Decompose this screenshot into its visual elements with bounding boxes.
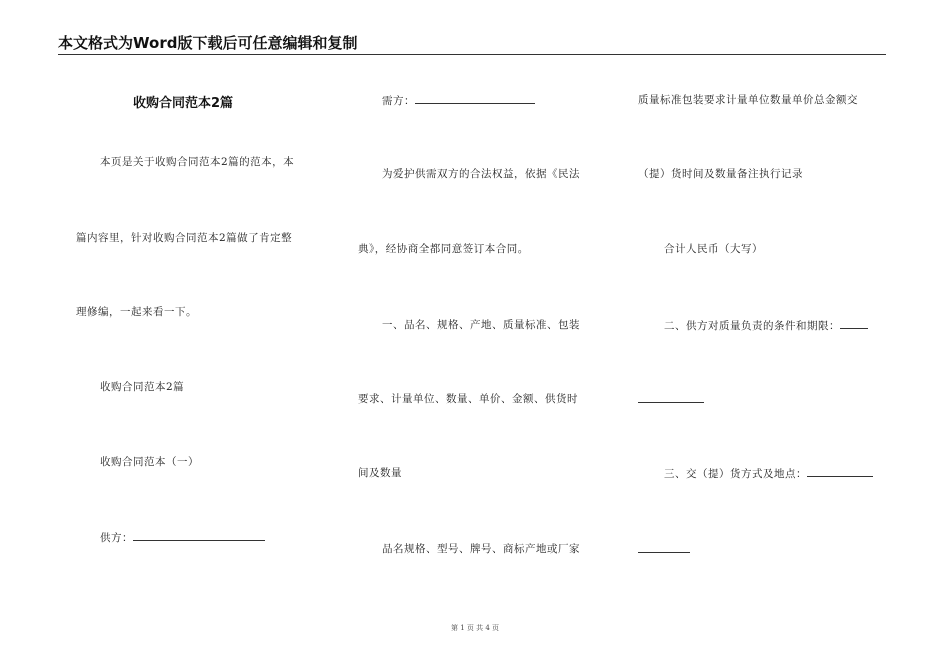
buyer-blank <box>415 93 535 104</box>
delivery-label: 三、交（提）货方式及地点： <box>664 468 807 480</box>
intro-line-1: 本页是关于收购合同范本2篇的范本，本 <box>100 156 295 168</box>
para1-line-2: 典》，经协商全都同意签订本合同。 <box>358 243 529 255</box>
buyer-label: 需方： <box>382 95 415 107</box>
table-header-line-1: 质量标准包装要求计量单位数量单价总金额交 <box>638 94 858 106</box>
buyer-line <box>382 93 535 108</box>
total-rmb-line: 合计人民币（大写） <box>664 243 763 255</box>
quality-terms-label: 二、供方对质量负责的条件和期限： <box>664 320 840 332</box>
supplier-blank <box>133 530 265 541</box>
para2-line-2: 要求、计量单位、数量、单价、金额、供货时 <box>358 393 578 405</box>
quality-terms-line <box>664 318 868 333</box>
delivery-blank-2 <box>638 542 690 553</box>
delivery-blank <box>807 466 873 477</box>
quality-terms-blank-2 <box>638 392 704 403</box>
para1-line-1: 为爱护供需双方的合法权益，依据《民法 <box>382 168 580 180</box>
page-header: 本文格式为Word版下载后可任意编辑和复制 <box>58 34 886 55</box>
supplier-line <box>100 530 265 545</box>
table-header-line-2: （提）货时间及数量备注执行记录 <box>638 168 803 180</box>
section-heading: 收购合同范本（一） <box>100 456 199 468</box>
para2-line-3: 间及数量 <box>358 467 402 479</box>
delivery-line <box>664 466 873 481</box>
subtitle: 收购合同范本2篇 <box>100 381 185 393</box>
quality-terms-continuation <box>638 392 704 407</box>
quality-terms-blank <box>840 318 868 329</box>
page-footer: 第 1 页 共 4 页 <box>450 624 500 632</box>
document-title: 收购合同范本2篇 <box>133 96 234 111</box>
para2-line-1: 一、品名、规格、产地、质量标准、包装 <box>382 319 580 331</box>
intro-line-3: 理修编，一起来看一下。 <box>76 306 197 318</box>
para3-line-1: 品名规格、型号、牌号、商标产地或厂家 <box>382 543 580 555</box>
intro-line-2: 篇内容里，针对收购合同范本2篇做了肯定整 <box>76 232 293 244</box>
delivery-continuation <box>638 542 690 557</box>
supplier-label: 供方： <box>100 532 133 544</box>
